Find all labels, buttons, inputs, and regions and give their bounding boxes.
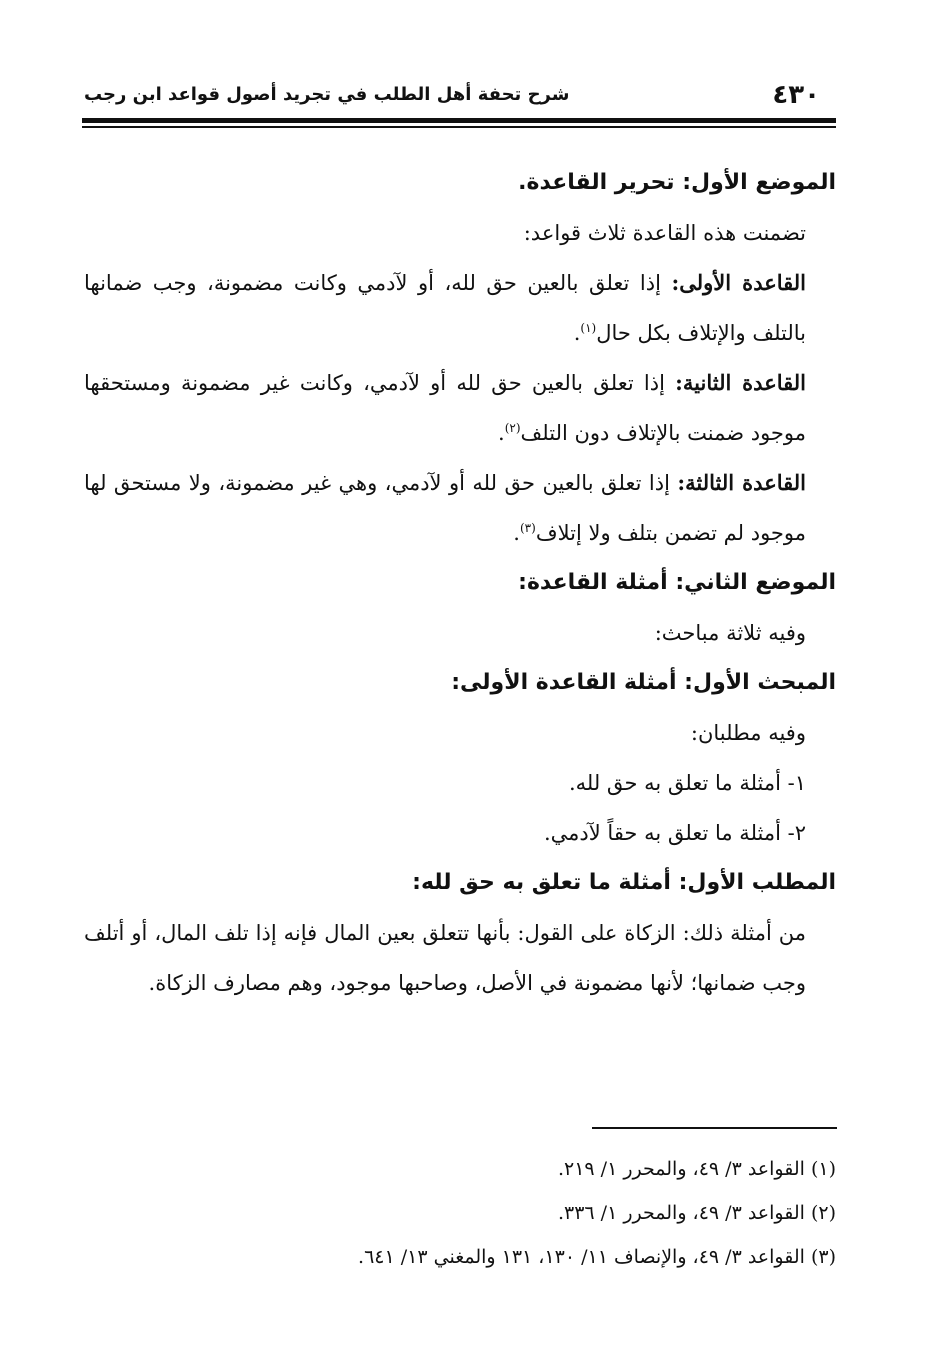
matalib-intro: وفيه مطلبان:: [690, 721, 806, 745]
rule-one-label: القاعدة الأولى:: [671, 270, 806, 295]
rule-two-text: إذا تعلق بالعين حق لله أو لآدمي، وكانت غير مضمونة ومستحقها موجود ضمنت بالإتلاف دون التلف: [84, 371, 806, 445]
footnote-separator: [592, 1127, 837, 1129]
sections-intro: وفيه ثلاثة مباحث:: [654, 621, 806, 645]
list-item: ١- أمثلة ما تعلق به حق لله.: [568, 771, 806, 795]
header-rule-thin: [82, 126, 836, 128]
intro-paragraph: تضمنت هذه القاعدة ثلاث قواعد:: [523, 221, 806, 245]
heading-first-section: الموضع الأول: تحرير القاعدة.: [518, 170, 836, 195]
rule-three-label: القاعدة الثالثة:: [677, 470, 806, 495]
page-header: [84, 80, 834, 114]
page-body: [84, 158, 836, 1008]
heading-first-topic: المبحث الأول: أمثلة القاعدة الأولى:: [451, 670, 836, 695]
footnote-item: (٢) القواعد ٣/ ٤٩، والمحرر ١/ ٣٣٦.: [557, 1202, 836, 1224]
heading-second-section: الموضع الثاني: أمثلة القاعدة:: [518, 570, 836, 595]
rule-three-text: إذا تعلق بالعين حق لله أو لآدمي، وهي غير مضمونة، ولا مستحق لها موجود لم تضمن بتلف ولا إتلاف: [84, 471, 806, 545]
footnote-ref-2: (٢): [504, 421, 521, 435]
heading-first-subtopic: المطلب الأول: أمثلة ما تعلق به حق لله:: [412, 870, 836, 895]
running-title: شرح تحفة أهل الطلب في تجريد أصول قواعد ابن رجب: [84, 84, 570, 105]
footnote-ref-3: (٣): [519, 521, 536, 535]
footnote-item: (١) القواعد ٣/ ٤٩، والمحرر ١/ ٢١٩.: [557, 1158, 836, 1180]
rule-two-paragraph: القاعدة الثانية: إذا تعلق بالعين حق لله أو لآدمي، وكانت غير مضمونة ومستحقها موجود ضمنت بالإتلاف دون التلف$^{(٢)}$.: [84, 370, 806, 445]
rule-three-paragraph: القاعدة الثالثة: إذا تعلق بالعين حق لله أو لآدمي، وهي غير مضمونة، ولا مستحق لها موجود لم تضمن بتلف ولا إتلاف$^{(٣)}$.: [84, 470, 806, 545]
rule-two-label: القاعدة الثانية:: [675, 370, 806, 395]
example-paragraph: من أمثلة ذلك: الزكاة على القول: بأنها تتعلق بعين المال فإنه إذا تلف المال، أو أتلف وجب ضمانها؛ لأنها مضمونة في الأصل، وصاحبها موجود، وهم مصارف الزكاة.: [84, 921, 806, 995]
list-item: ٢- أمثلة ما تعلق به حقاً لآدمي.: [543, 821, 806, 845]
footnote-item: (٣) القواعد ٣/ ٤٩، والإنصاف ١١/ ١٣٠، ١٣١ والمغني ١٣/ ٦٤١.: [358, 1246, 836, 1268]
page-number: ٤٣٠: [772, 80, 820, 110]
footnote-ref-1: (١): [580, 321, 597, 335]
footnotes: [200, 1147, 836, 1279]
header-rule-thick: [82, 118, 836, 123]
rule-one-text: إذا تعلق بالعين حق لله، أو لآدمي وكانت مضمونة، وجب ضمانها بالتلف والإتلاف بكل حال: [84, 271, 806, 345]
rule-one-paragraph: القاعدة الأولى: إذا تعلق بالعين حق لله، أو لآدمي وكانت مضمونة، وجب ضمانها بالتلف والإتلاف بكل حال$^{(١)}$.: [84, 270, 806, 345]
